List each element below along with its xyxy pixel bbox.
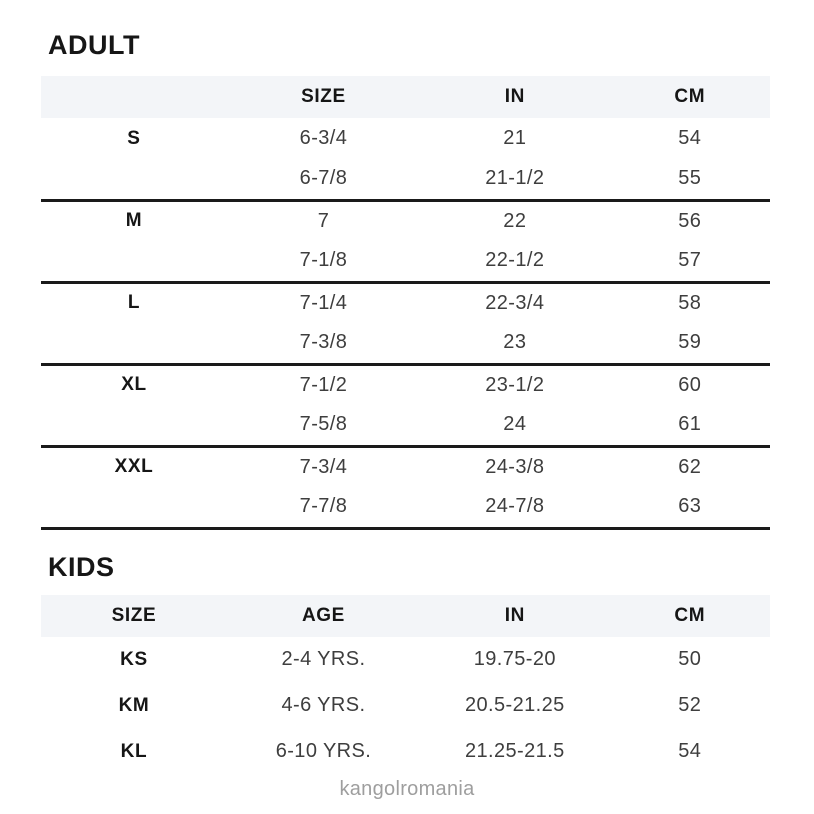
cm-value: 54 [678,127,702,149]
cm-value: 50 [678,648,702,670]
table-row [41,405,770,446]
in-value: 23 [503,331,527,354]
kids-size-table [41,595,770,775]
size-label-xxl: XXL [41,446,227,487]
cm-value: 56 [610,200,770,241]
cm-value: 52 [678,694,702,716]
size-value: 7-7/8 [227,487,420,528]
size-value: 7-1/2 [227,364,420,405]
in-value: 22 [420,200,610,241]
adult-table-header-row [41,76,770,118]
size-label-l: L [41,282,227,323]
in-value: 24-3/8 [420,446,610,487]
cm-value: 62 [610,446,770,487]
adult-header-cell-in: IN [420,76,610,118]
size-label-km: KM [118,694,150,716]
in-value: 19.75-20 [473,648,556,670]
in-value: 21-1/2 [485,167,545,190]
size-value: 7-1/8 [299,249,348,272]
size-label-empty [41,405,227,446]
table-row [41,241,770,282]
adult-size-group-m [41,200,770,282]
in-value: 24 [503,413,527,436]
cm-value: 54 [678,740,702,762]
table-row [41,487,770,528]
kids-header-cell-cm: CM [610,595,770,637]
size-label-empty [41,241,227,282]
kids-header-cell-in: IN [420,595,610,637]
adult-section-title: ADULT [48,30,140,60]
table-row [41,200,770,241]
cm-value: 59 [678,331,702,354]
cm-value: 61 [678,413,702,436]
table-row [41,729,770,775]
table-row [41,159,770,200]
adult-header-cell-size: SIZE [227,76,420,118]
in-value: 20.5-21.25 [465,694,565,716]
age-value: 4-6 YRS. [281,694,366,716]
size-label-empty [41,487,227,528]
kids-table-header-row [41,595,770,637]
size-value: 7-3/4 [227,446,420,487]
kids-header-cell-age: AGE [227,595,420,637]
adult-header-cell-cm: CM [610,76,770,118]
in-value: 21 [503,127,527,149]
table-row [41,118,770,159]
cm-value: 63 [610,487,770,528]
size-label-m: M [41,200,227,241]
age-value: 2-4 YRS. [281,648,366,670]
size-value: 7-5/8 [299,413,348,436]
cm-value: 57 [678,249,702,272]
size-value: 6-7/8 [299,167,348,190]
size-label-empty [41,159,227,200]
table-row [41,683,770,729]
table-row [41,637,770,683]
cm-value: 55 [678,167,702,190]
size-label-empty [41,323,227,364]
in-value: 24-7/8 [420,487,610,528]
adult-size-group-s [41,118,770,200]
adult-size-group-l [41,282,770,364]
adult-size-group-xl [41,364,770,446]
table-row [41,446,770,487]
kids-header-cell-size: SIZE [41,595,227,637]
size-value: 7 [227,200,420,241]
in-value: 21.25-21.5 [465,740,565,762]
footer-brand: kangolromania [339,777,475,800]
size-label-kl: KL [120,740,148,762]
kids-section-title: KIDS [48,551,115,582]
table-row [41,323,770,364]
size-value: 6-3/4 [299,127,348,149]
size-label-xl: XL [41,364,227,405]
age-value: 6-10 YRS. [275,740,372,762]
cm-value: 58 [610,282,770,323]
size-label-ks: KS [120,648,148,670]
in-value: 22-3/4 [420,282,610,323]
adult-size-group-xxl [41,446,770,528]
in-value: 22-1/2 [485,249,545,272]
size-label-s: S [127,127,141,149]
adult-header-cell-empty [41,76,227,118]
in-value: 23-1/2 [420,364,610,405]
adult-size-table [41,76,770,530]
cm-value: 60 [610,364,770,405]
size-value: 7-3/8 [299,331,348,354]
table-row [41,364,770,405]
size-value: 7-1/4 [227,282,420,323]
table-row [41,282,770,323]
